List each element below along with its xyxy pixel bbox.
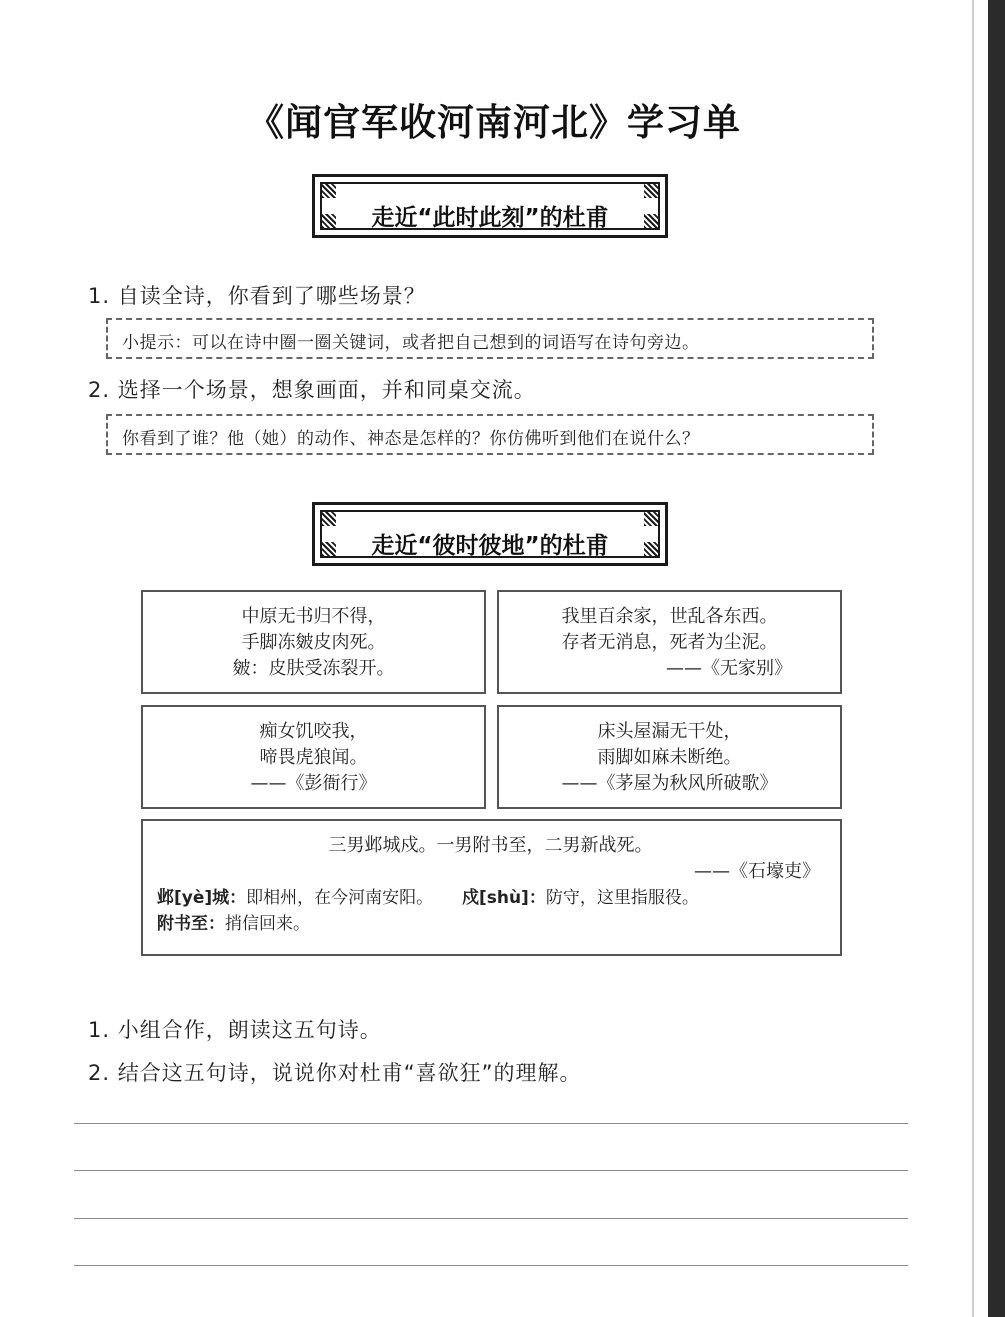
note-text: 防守，这里指服役。 — [545, 888, 699, 908]
poem-line: 痴女饥咬我， — [259, 721, 368, 742]
section1-question-2: 2. 选择一个场景，想象画面，并和同桌交流。 — [88, 378, 536, 402]
page-title: 《闻官军收河南河北》学习单 — [247, 101, 741, 144]
poem-line: 三男邺城戍。一男附书至，二男新战死。 — [328, 835, 653, 856]
corner-ornament-icon — [322, 184, 336, 198]
page-edge — [972, 0, 974, 1317]
note-text: 即相州，在今河南安阳。 — [246, 888, 434, 908]
note-text: 捎信回来。 — [225, 914, 310, 934]
section2-heading: 走近“彼时彼地”的杜甫 — [371, 533, 609, 559]
note-term: 戍[shù]： — [461, 888, 546, 908]
poem-source: ——《彭衙行》 — [250, 773, 377, 794]
note-term: 邺[yè]城： — [157, 888, 247, 908]
answer-line[interactable] — [74, 1170, 908, 1171]
poem-source: ——《石壕吏》 — [694, 861, 820, 882]
poem-line: 手脚冻皴皮肉死。 — [241, 632, 386, 653]
poem-line: 雨脚如麻未断绝。 — [597, 747, 742, 768]
section1-heading: 走近“此时此刻”的杜甫 — [371, 205, 609, 231]
poem-box-5 — [141, 819, 842, 956]
section1-hint-2: 你看到了谁？他（她）的动作、神态是怎样的？你仿佛听到他们在说什么？ — [106, 414, 874, 455]
note-term: 附书至： — [157, 914, 225, 934]
poem-box-2 — [497, 590, 842, 694]
poem-line: 存者无消息，死者为尘泥。 — [561, 632, 778, 653]
poem-line: 床头屋漏无干处， — [597, 721, 742, 742]
poem-source: ——《无家别》 — [666, 658, 792, 679]
answer-line[interactable] — [74, 1265, 908, 1266]
section2-question-1: 1. 小组合作，朗读这五句诗。 — [88, 1018, 382, 1042]
poem-box-1 — [141, 590, 486, 694]
poem-notes-row — [157, 911, 824, 937]
poem-line: 中原无书归不得， — [241, 606, 386, 627]
answer-line[interactable] — [74, 1123, 908, 1124]
banner-frame — [320, 510, 660, 558]
section2-banner — [312, 502, 668, 566]
poem-notes-row — [157, 885, 824, 911]
corner-ornament-icon — [322, 512, 336, 526]
poem-line: 啼畏虎狼闻。 — [259, 747, 368, 768]
poem-line: 我里百余家，世乱各东西。 — [561, 606, 778, 627]
poem-box-4 — [497, 705, 842, 809]
section1-question-1: 1. 自读全诗，你看到了哪些场景？ — [88, 284, 426, 308]
section1-hint-1: 小提示：可以在诗中圈一圈关键词，或者把自己想到的词语写在诗句旁边。 — [106, 318, 874, 359]
poem-note: 皴：皮肤受冻裂开。 — [232, 658, 395, 679]
poem-box-3 — [141, 705, 486, 809]
banner-frame — [320, 182, 660, 230]
answer-line[interactable] — [74, 1218, 908, 1219]
poem-source: ——《茅屋为秋风所破歌》 — [561, 773, 778, 794]
section1-banner — [312, 174, 668, 238]
corner-ornament-icon — [644, 184, 658, 198]
corner-ornament-icon — [644, 512, 658, 526]
section2-question-2: 2. 结合这五句诗，说说你对杜甫“喜欲狂”的理解。 — [88, 1061, 582, 1085]
